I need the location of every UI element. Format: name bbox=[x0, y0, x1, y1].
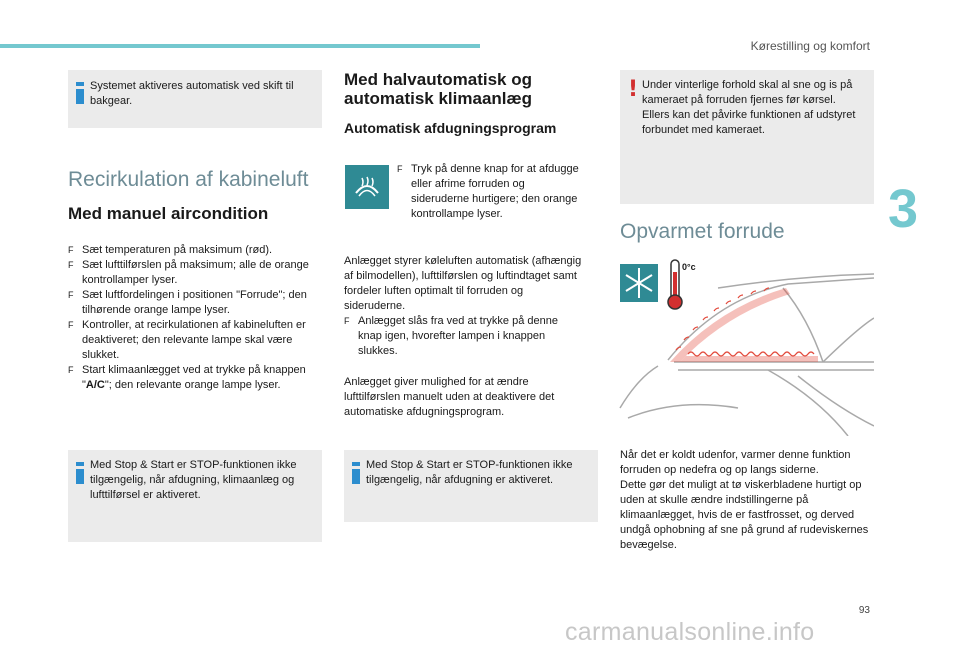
warning-text-camera: Under vinterlige forhold skal al sne og is på kameraet på forruden fjernes før kørsel. Ellers kan det påvirke funktionen af udstyret forbundet med kameraet. bbox=[642, 79, 856, 136]
info-box-reverse bbox=[68, 70, 322, 128]
list-item: F Sæt lufttilførslen på maksimum; alle de orange kontrollamper lyser. bbox=[68, 259, 309, 286]
press-button-instruction bbox=[397, 162, 585, 222]
list-item: F Tryk på denne knap for at afdugge eller afrime forruden og sideruderne hurtigere; den orange kontrollampe lyser. bbox=[397, 163, 579, 220]
section-title-auto-ac: Med halvautomatisk og automatisk klimaanlæg bbox=[344, 70, 533, 108]
info-icon bbox=[76, 82, 84, 104]
manual-adjust-description: Anlægget giver mulighed for at ændre lufttilførslen manuelt uden at deaktivere det automatiske afdugningsprogram. bbox=[344, 376, 555, 418]
list-item: F Sæt luftfordelingen i positionen "Forrude"; den tilhørende orange lampe lyser. bbox=[68, 289, 307, 316]
heated-windscreen-description: Når det er koldt udenfor, varmer denne funktion forruden op nedefra og op langs siderne. Dette gør det muligt at tø viskerbladene hurtigt op uden at skulle ændre indstillingerne på klimaanlægget, hvis de er fastfrosset, og derved undgå ophobning af sne på grund af rudeviskernes bevægelse. bbox=[620, 449, 869, 551]
info-text-stop-start-left: Med Stop & Start er STOP-funktionen ikke tilgængelig, når afdugning, klimaanlæg og lufttilførsel er aktiveret. bbox=[90, 459, 297, 501]
chapter-number: 3 bbox=[888, 179, 919, 239]
list-item: F Sæt temperaturen på maksimum (rød). bbox=[68, 244, 273, 256]
top-accent-bar bbox=[0, 44, 480, 48]
subsection-title-manual-ac: Med manuel aircondition bbox=[68, 204, 269, 223]
page-header: Kørestilling og komfort bbox=[750, 39, 870, 53]
section-title-heated-windscreen: Opvarmet forrude bbox=[620, 220, 785, 243]
info-text-stop-start-middle: Med Stop & Start er STOP-funktionen ikke tilgængelig, når afdugning er aktiveret. bbox=[366, 459, 573, 486]
list-item: F Start klimaanlægget ved at trykke på knappen "A/C"; den relevante orange lampe lyser. bbox=[68, 364, 306, 391]
manual-ac-steps bbox=[68, 243, 324, 393]
warning-icon: ! bbox=[628, 77, 639, 102]
warning-box-camera bbox=[620, 70, 874, 204]
info-text-reverse: Systemet aktiveres automatisk ved skift til bakgear. bbox=[90, 80, 294, 107]
watermark: carmanualsonline.info bbox=[565, 618, 815, 646]
snowflake-icon bbox=[620, 264, 658, 302]
list-item: F Anlægget slås fra ved at trykke på denne knap igen, hvorefter lampen i knappen slukkes. bbox=[344, 315, 558, 357]
defrost-button-icon bbox=[345, 165, 389, 209]
ac-key-label: A/C bbox=[85, 379, 105, 391]
info-icon bbox=[352, 462, 360, 484]
auto-demist-description: Anlægget styrer køleluften automatisk (afhængig af bilmodellen), lufttilførslen og luftindtaget samt fordeler luften optimalt til forruden og sideruderne. F Anlægget slås fra ved at trykke på denne knap igen, hvorefter lampen i knappen slukkes. bbox=[344, 254, 584, 359]
temperature-label: 0°c bbox=[682, 262, 696, 272]
heated-windscreen-illustration bbox=[618, 258, 874, 436]
list-item: F Kontroller, at recirkulationen af kabineluften er deaktiveret; den relevante lampe skal være slukket. bbox=[68, 319, 306, 361]
page-number: 93 bbox=[858, 605, 870, 616]
info-box-stop-start-left bbox=[68, 450, 322, 542]
section-title-recirculation: Recirkulation af kabineluft bbox=[68, 168, 309, 191]
subsection-title-auto-demist: Automatisk afdugningsprogram bbox=[344, 120, 557, 136]
info-icon bbox=[76, 462, 84, 484]
info-box-stop-start-middle bbox=[344, 450, 598, 522]
